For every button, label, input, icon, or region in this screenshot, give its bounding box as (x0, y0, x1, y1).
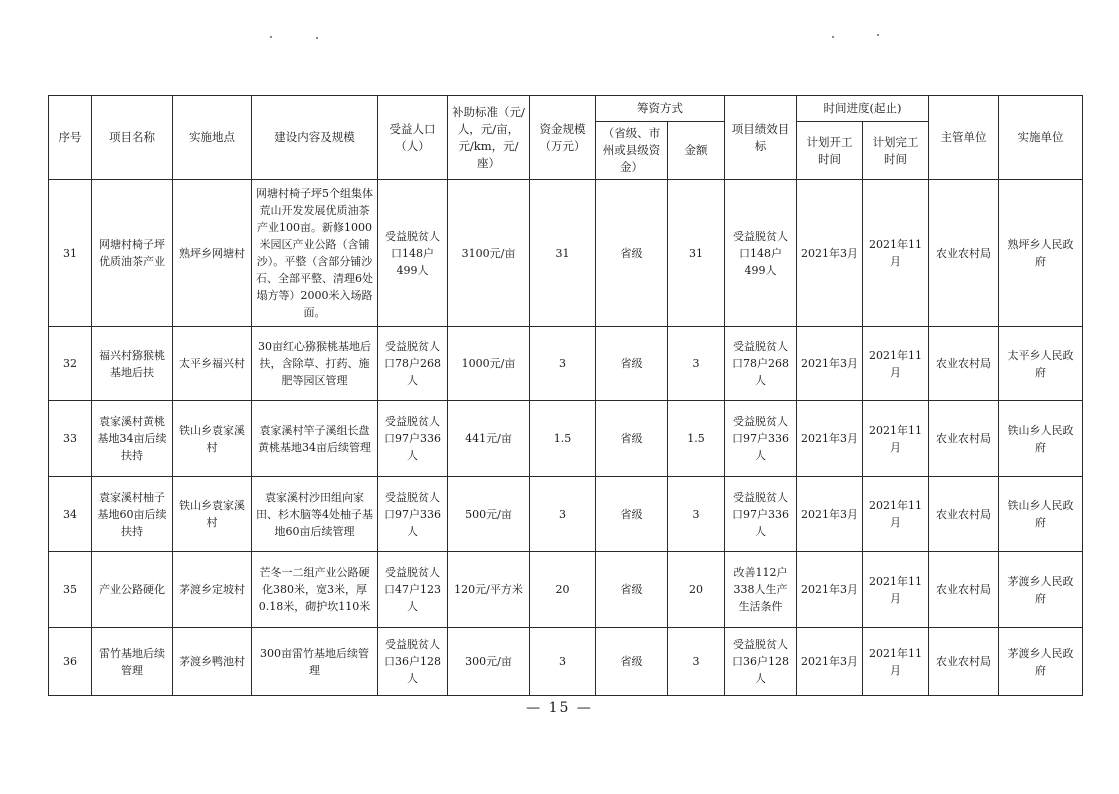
header-schedule: 时间进度(起止) (797, 96, 929, 122)
cell-funding: 31 (530, 180, 596, 327)
header-financing-source: （省级、市州或县级资金） (596, 122, 668, 180)
cell-name: 福兴村猕猴桃基地后扶 (92, 327, 173, 401)
cell-beneficiaries: 受益脱贫人口97户336人 (378, 401, 448, 477)
cell-content: 袁家溪村竿子溪组长盘黄桃基地34亩后续管理 (252, 401, 378, 477)
cell-performance: 受益脱贫人口36户128人 (725, 628, 797, 696)
cell-location: 茅渡乡鸭池村 (173, 628, 252, 696)
cell-amount: 1.5 (668, 401, 725, 477)
table-row (49, 628, 1083, 696)
cell-location: 铁山乡袁家溪村 (173, 401, 252, 477)
page-number: — 15 — (526, 700, 593, 716)
cell-performance: 受益脱贫人口78户268人 (725, 327, 797, 401)
cell-beneficiaries: 受益脱贫人口148户499人 (378, 180, 448, 327)
cell-location: 太平乡福兴村 (173, 327, 252, 401)
cell-source: 省级 (596, 477, 668, 552)
cell-implementer: 太平乡人民政府 (999, 327, 1083, 401)
cell-end: 2021年11月 (863, 180, 929, 327)
project-table (48, 95, 1083, 696)
cell-beneficiaries: 受益脱贫人口97户336人 (378, 477, 448, 552)
cell-seq: 31 (49, 180, 92, 327)
cell-content: 300亩雷竹基地后续管理 (252, 628, 378, 696)
cell-end: 2021年11月 (863, 327, 929, 401)
cell-amount: 3 (668, 327, 725, 401)
cell-authority: 农业农村局 (929, 552, 999, 628)
table-row (49, 327, 1083, 401)
header-authority: 主管单位 (929, 96, 999, 180)
scan-speck (270, 36, 272, 38)
scan-speck (877, 34, 879, 36)
cell-content: 网塘村椅子坪5个组集体荒山开发发展优质油茶产业100亩。新修1000米园区产业公路（含铺沙）。平整（含部分铺沙石、全部平整、清理6处塌方等）2000米入场路面。 (252, 180, 378, 327)
cell-authority: 农业农村局 (929, 180, 999, 327)
cell-seq: 32 (49, 327, 92, 401)
cell-start: 2021年3月 (797, 327, 863, 401)
cell-authority: 农业农村局 (929, 401, 999, 477)
header-financing: 筹资方式 (596, 96, 725, 122)
cell-name: 雷竹基地后续管理 (92, 628, 173, 696)
header-location: 实施地点 (173, 96, 252, 180)
cell-source: 省级 (596, 401, 668, 477)
cell-implementer: 铁山乡人民政府 (999, 401, 1083, 477)
cell-funding: 3 (530, 477, 596, 552)
header-start: 计划开工时间 (797, 122, 863, 180)
table-row (49, 401, 1083, 477)
cell-end: 2021年11月 (863, 552, 929, 628)
cell-location: 铁山乡袁家溪村 (173, 477, 252, 552)
header-content: 建设内容及规模 (252, 96, 378, 180)
cell-name: 袁家溪村黄桃基地34亩后续扶持 (92, 401, 173, 477)
cell-content: 袁家溪村沙田组向家田、杉木脑等4处柚子基地60亩后续管理 (252, 477, 378, 552)
table-row (49, 552, 1083, 628)
cell-seq: 36 (49, 628, 92, 696)
cell-funding: 1.5 (530, 401, 596, 477)
cell-implementer: 熟坪乡人民政府 (999, 180, 1083, 327)
header-funding-scale: 资金规模（万元） (530, 96, 596, 180)
header-performance: 项目绩效目标 (725, 96, 797, 180)
cell-implementer: 茅渡乡人民政府 (999, 552, 1083, 628)
cell-source: 省级 (596, 552, 668, 628)
cell-subsidy: 441元/亩 (448, 401, 530, 477)
cell-subsidy: 3100元/亩 (448, 180, 530, 327)
cell-start: 2021年3月 (797, 180, 863, 327)
cell-content: 芒冬一二组产业公路硬化380米，宽3米，厚0.18米，砌护坎110米 (252, 552, 378, 628)
cell-implementer: 铁山乡人民政府 (999, 477, 1083, 552)
cell-end: 2021年11月 (863, 401, 929, 477)
cell-subsidy: 1000元/亩 (448, 327, 530, 401)
cell-beneficiaries: 受益脱贫人口78户268人 (378, 327, 448, 401)
header-subsidy: 补助标准（元/人，元/亩，元/km，元/座） (448, 96, 530, 180)
header-beneficiaries: 受益人口（人） (378, 96, 448, 180)
header-end: 计划完工时间 (863, 122, 929, 180)
table-row (49, 180, 1083, 327)
cell-location: 熟坪乡网塘村 (173, 180, 252, 327)
cell-implementer: 茅渡乡人民政府 (999, 628, 1083, 696)
cell-funding: 3 (530, 628, 596, 696)
cell-authority: 农业农村局 (929, 327, 999, 401)
scan-speck (832, 36, 834, 38)
cell-amount: 31 (668, 180, 725, 327)
cell-source: 省级 (596, 628, 668, 696)
cell-start: 2021年3月 (797, 401, 863, 477)
cell-performance: 受益脱贫人口148户499人 (725, 180, 797, 327)
cell-name: 袁家溪村柚子基地60亩后续扶持 (92, 477, 173, 552)
cell-subsidy: 300元/亩 (448, 628, 530, 696)
cell-funding: 3 (530, 327, 596, 401)
cell-seq: 34 (49, 477, 92, 552)
cell-content: 30亩红心猕猴桃基地后扶，含除草、打药、施肥等园区管理 (252, 327, 378, 401)
header-implementer: 实施单位 (999, 96, 1083, 180)
cell-seq: 33 (49, 401, 92, 477)
table-row (49, 477, 1083, 552)
header-financing-amount: 金额 (668, 122, 725, 180)
header-seq: 序号 (49, 96, 92, 180)
cell-start: 2021年3月 (797, 628, 863, 696)
cell-amount: 3 (668, 628, 725, 696)
cell-end: 2021年11月 (863, 477, 929, 552)
cell-start: 2021年3月 (797, 477, 863, 552)
cell-performance: 受益脱贫人口97户336人 (725, 477, 797, 552)
cell-location: 茅渡乡定坡村 (173, 552, 252, 628)
cell-start: 2021年3月 (797, 552, 863, 628)
cell-end: 2021年11月 (863, 628, 929, 696)
cell-authority: 农业农村局 (929, 628, 999, 696)
cell-source: 省级 (596, 180, 668, 327)
cell-source: 省级 (596, 327, 668, 401)
cell-name: 产业公路硬化 (92, 552, 173, 628)
cell-amount: 3 (668, 477, 725, 552)
cell-beneficiaries: 受益脱贫人口36户128人 (378, 628, 448, 696)
cell-authority: 农业农村局 (929, 477, 999, 552)
cell-subsidy: 120元/平方米 (448, 552, 530, 628)
cell-performance: 受益脱贫人口97户336人 (725, 401, 797, 477)
scan-speck (316, 37, 318, 39)
cell-funding: 20 (530, 552, 596, 628)
cell-subsidy: 500元/亩 (448, 477, 530, 552)
cell-amount: 20 (668, 552, 725, 628)
cell-performance: 改善112户338人生产生活条件 (725, 552, 797, 628)
header-name: 项目名称 (92, 96, 173, 180)
cell-name: 网塘村椅子坪优质油茶产业 (92, 180, 173, 327)
cell-seq: 35 (49, 552, 92, 628)
cell-beneficiaries: 受益脱贫人口47户123人 (378, 552, 448, 628)
